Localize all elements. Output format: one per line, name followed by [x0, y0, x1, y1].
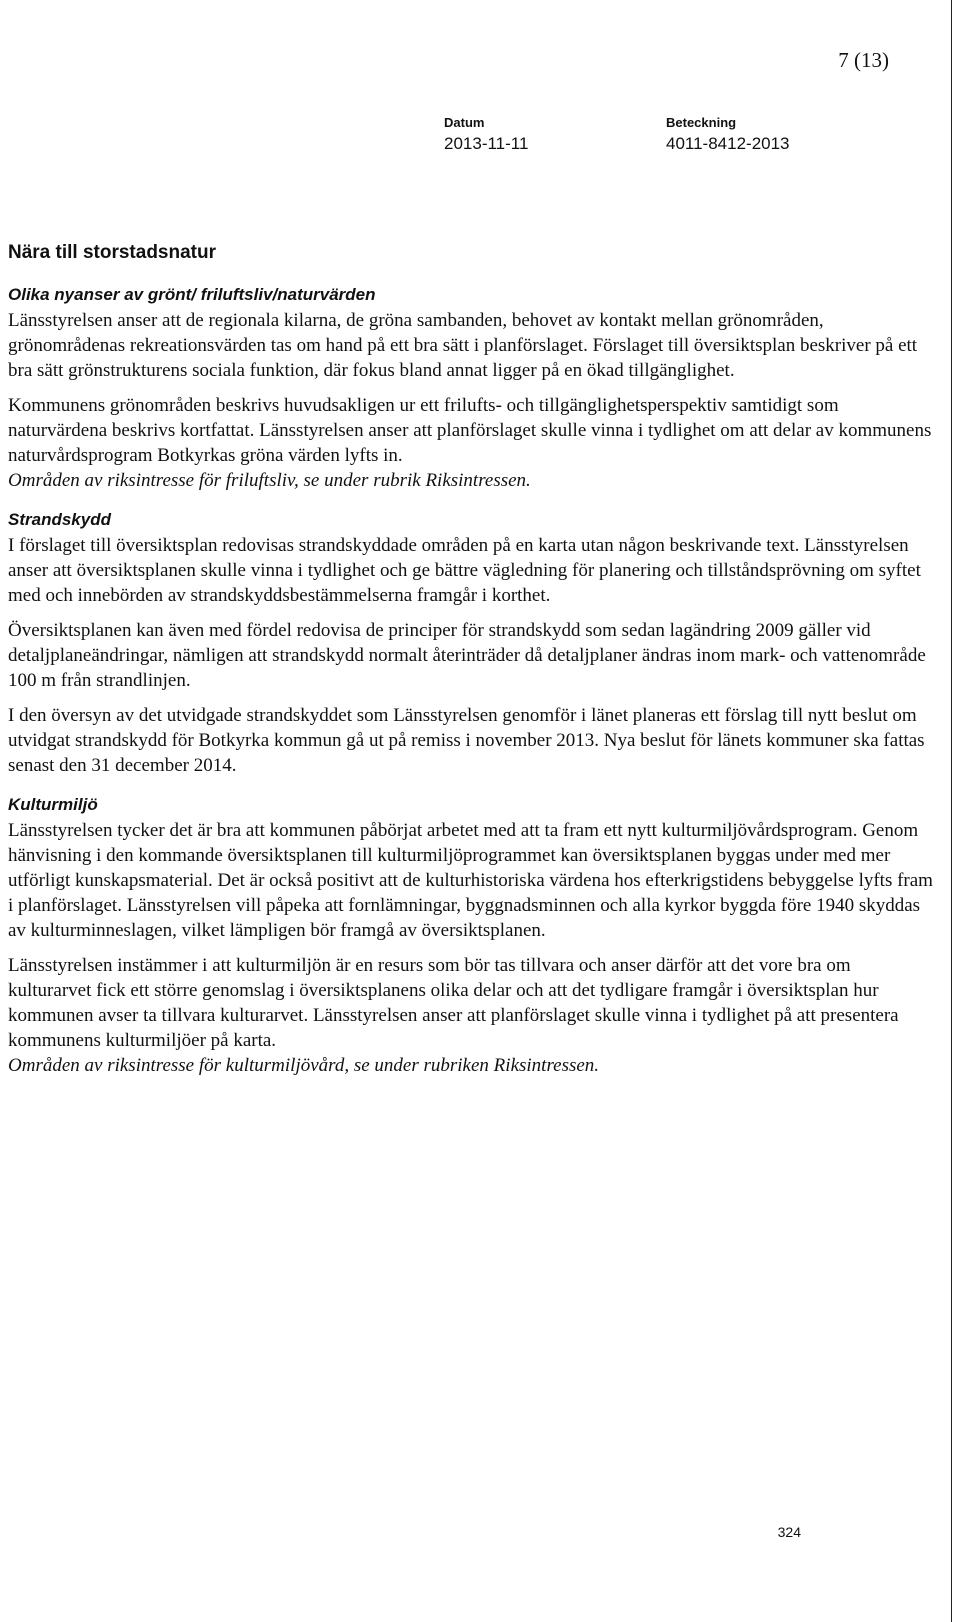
paragraph: Översiktsplanen kan även med fördel redovisa de principer för strandskydd som sedan lagändring 2009 gäller vid detaljplaneändringar, nämligen att strandskydd normalt återinträder då detaljplaner ändras inom mark- och vattenområde 100 m från strandlinjen.: [8, 620, 926, 691]
paragraph: I den översyn av det utvidgade strandskyddet som Länsstyrelsen genomför i länet planeras ett förslag till nytt beslut om utvidgat strandskydd för Botkyrka kommun gå ut på remiss i november 2013. Nya beslut för länets kommuner ska fattas senast den 31 december 2014.: [8, 705, 925, 776]
reference-value: 4011-8412-2013: [666, 134, 790, 153]
paragraph: I förslaget till översiktsplan redovisas strandskyddade områden på en karta utan någon beskrivande text. Länsstyrelsen anser att översiktsplanen skulle vinna i tydlighet och ge bättre vägledning för planering och tillståndsprövning om syftet med och innebörden av strandskyddsbestämmelserna framgår i korthet.: [8, 535, 921, 606]
document-body: [8, 240, 938, 1078]
page-title: Nära till storstadsnatur: [8, 242, 216, 263]
paragraph: Länsstyrelsen anser att de regionala kilarna, de gröna sambanden, behovet av kontakt mellan grönområden, grönområdenas rekreationsvärden tas om hand på ett bra sätt i planförslaget. Förslaget till översiktsplan beskriver på ett bra sätt grönstrukturens sociala funktion, där fokus bland annat ligger på en ökad tillgänglighet.: [8, 310, 918, 381]
paragraph: Länsstyrelsen instämmer i att kulturmiljön är en resurs som bör tas tillvara och anser därför att det vore bra om kulturarvet fick ett större genomslag i översiktsplanens olika delar och att det tydligare framgår i översiktsplan hur kommunen avser ta tillvara kulturarvet. Länsstyrelsen anser att planförslaget skulle vinna i tydlighet på att presentera kommunens kulturmiljöer på karta.: [8, 955, 899, 1051]
date-block: [444, 115, 528, 154]
paragraph: Kommunens grönområden beskrivs huvudsakligen ur ett frilufts- och tillgänglighetsperspektiv samtidigt som naturvärdena beskrivs kortfattat. Länsstyrelsen anser att planförslaget skulle vinna i tydlighet om att delar av kommunens naturvårdsprogram Botkyrkas gröna värden lyfts in.: [8, 395, 932, 466]
reference-label: Beteckning: [666, 115, 737, 130]
section-heading-strandskydd: Strandskydd: [8, 510, 111, 529]
reference-note: Områden av riksintresse för friluftsliv, se under rubrik Riksintressen.: [8, 470, 531, 491]
page-number: 7 (13): [838, 48, 889, 72]
section-heading-friluftsliv: Olika nyanser av grönt/ friluftsliv/naturvärden: [8, 285, 376, 304]
date-label: Datum: [444, 115, 485, 130]
reference-block: [666, 115, 790, 154]
page-edge-line: [951, 0, 952, 1622]
footer-number: 324: [777, 1524, 801, 1540]
reference-note: Områden av riksintresse för kulturmiljövård, se under rubriken Riksintressen.: [8, 1055, 600, 1076]
date-value: 2013-11-11: [444, 134, 529, 153]
section-heading-kulturmiljo: Kulturmiljö: [8, 795, 98, 814]
paragraph: Länsstyrelsen tycker det är bra att kommunen påbörjat arbetet med att ta fram ett nytt kulturmiljövårdsprogram. Genom hänvisning i den kommande översiktsplanen till kulturmiljöprogrammet kan översiktsplanen byggas under med mer utförligt kunskapsmaterial. Det är också positivt att de kulturhistoriska värdena hos efterkrigstidens bebyggelse lyfts fram i planförslaget. Länsstyrelsen vill påpeka att fornlämningar, byggnadsminnen och alla kyrkor byggda före 1940 skyddas av kulturminneslagen, vilket lämpligen bör framgå av översiktsplanen.: [8, 820, 933, 941]
